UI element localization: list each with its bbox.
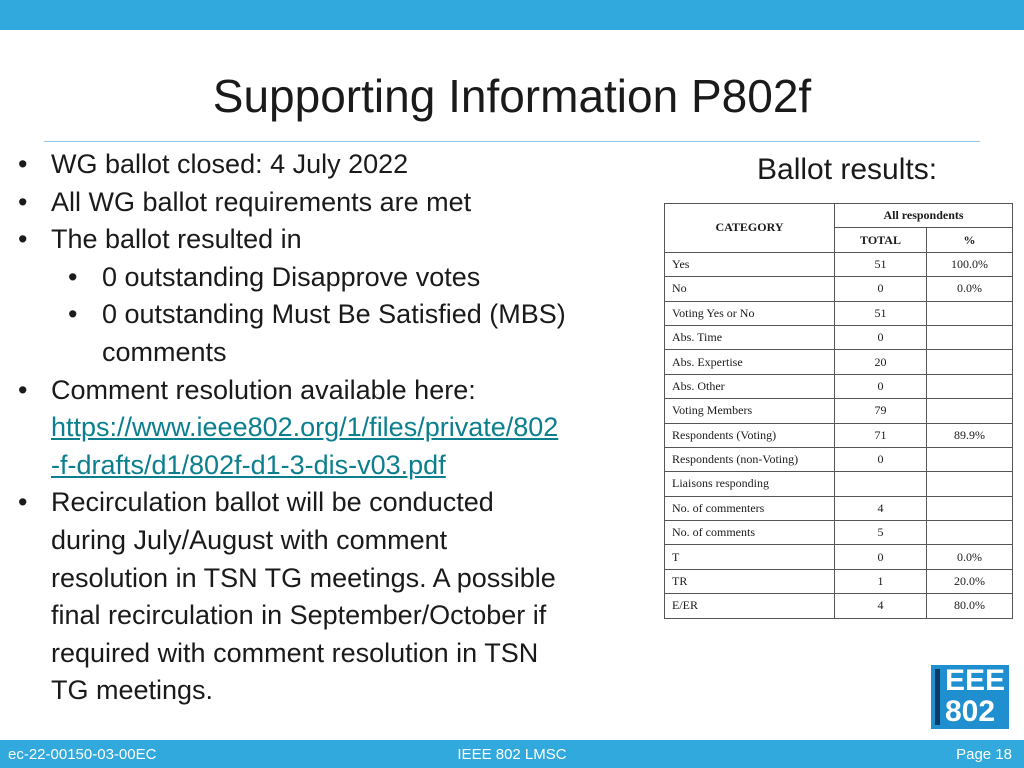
table-row — [665, 374, 1013, 398]
sub-bullet-mbs-line1: 0 outstanding Must Be Satisfied (MBS) — [102, 299, 566, 330]
table-row — [665, 521, 1013, 545]
table-row — [665, 496, 1013, 520]
table-row — [665, 447, 1013, 471]
row-percent — [927, 472, 1013, 496]
row-percent — [927, 447, 1013, 471]
row-category: No. of commenters — [665, 496, 835, 520]
table-row — [665, 350, 1013, 374]
table-header-row — [665, 204, 1013, 228]
recirc-line6: TG meetings. — [51, 675, 214, 706]
bullet-ballot-closed: • WG ballot closed: 4 July 2022 — [18, 146, 648, 184]
recirc-line1: Recirculation ballot will be conducted — [51, 487, 494, 518]
row-percent — [927, 399, 1013, 423]
table-row — [665, 252, 1013, 276]
row-category: Abs. Other — [665, 374, 835, 398]
table-row — [665, 399, 1013, 423]
row-category: Respondents (Voting) — [665, 423, 835, 447]
row-category: Yes — [665, 252, 835, 276]
table-row — [665, 423, 1013, 447]
row-total: 4 — [835, 594, 927, 618]
row-category: Abs. Time — [665, 325, 835, 349]
bullet-comment-resolution — [18, 372, 648, 485]
header-category: CATEGORY — [665, 204, 835, 253]
row-total — [835, 472, 927, 496]
row-total: 4 — [835, 496, 927, 520]
row-category: No — [665, 277, 835, 301]
row-total: 79 — [835, 399, 927, 423]
top-banner — [0, 0, 1024, 30]
row-percent: 80.0% — [927, 594, 1013, 618]
footer-org: IEEE 802 LMSC — [457, 746, 567, 763]
ballot-results-table — [664, 203, 1013, 619]
recirc-line4: final recirculation in September/October if — [51, 600, 547, 631]
row-total: 1 — [835, 569, 927, 593]
row-percent: 20.0% — [927, 569, 1013, 593]
row-total: 0 — [835, 277, 927, 301]
bullet-recirculation — [18, 484, 648, 710]
link-line1[interactable]: https://www.ieee802.org/1/files/private/802 — [51, 412, 559, 443]
logo-line2: 802 — [945, 695, 996, 728]
sub-bullet-mbs — [18, 296, 648, 371]
row-percent — [927, 301, 1013, 325]
row-total: 20 — [835, 350, 927, 374]
recirc-line5: required with comment resolution in TSN — [51, 637, 539, 668]
comment-resolution-link[interactable] — [51, 412, 558, 480]
row-total: 71 — [835, 423, 927, 447]
table-row — [665, 569, 1013, 593]
bullet-list — [18, 146, 648, 710]
row-category: T — [665, 545, 835, 569]
row-percent: 89.9% — [927, 423, 1013, 447]
row-percent — [927, 374, 1013, 398]
footer-bar — [0, 740, 1024, 768]
row-category: TR — [665, 569, 835, 593]
row-percent — [927, 496, 1013, 520]
table-row — [665, 301, 1013, 325]
row-total: 0 — [835, 374, 927, 398]
row-percent — [927, 325, 1013, 349]
header-all-respondents: All respondents — [835, 204, 1013, 228]
bullet-ballot-resulted: • The ballot resulted in — [18, 221, 648, 259]
logo-bar — [935, 669, 940, 725]
row-category: Voting Yes or No — [665, 301, 835, 325]
row-percent — [927, 350, 1013, 374]
logo-line1: EEE — [945, 664, 1006, 697]
recirc-line3: resolution in TSN TG meetings. A possible — [51, 562, 556, 593]
table-row — [665, 594, 1013, 618]
row-percent: 100.0% — [927, 252, 1013, 276]
row-total: 51 — [835, 252, 927, 276]
row-percent: 0.0% — [927, 545, 1013, 569]
link-line2[interactable]: -f-drafts/d1/802f-d1-3-dis-v03.pdf — [51, 449, 446, 480]
row-total: 0 — [835, 325, 927, 349]
slide-title: Supporting Information P802f — [212, 70, 812, 122]
row-category: Liaisons responding — [665, 472, 835, 496]
row-category: E/ER — [665, 594, 835, 618]
title-divider — [44, 141, 980, 142]
table-row — [665, 472, 1013, 496]
row-category: Voting Members — [665, 399, 835, 423]
header-total: TOTAL — [835, 228, 927, 252]
row-category: Abs. Expertise — [665, 350, 835, 374]
row-category: No. of comments — [665, 521, 835, 545]
sub-bullet-disapprove: • 0 outstanding Disapprove votes — [18, 259, 648, 297]
ballot-results-label: Ballot results: — [757, 153, 938, 186]
row-total: 5 — [835, 521, 927, 545]
bullet-requirements-met: • All WG ballot requirements are met — [18, 184, 648, 222]
sub-bullet-mbs-line2: comments — [102, 336, 227, 367]
row-category: Respondents (non-Voting) — [665, 447, 835, 471]
row-total: 0 — [835, 545, 927, 569]
ieee802-logo — [931, 665, 1009, 729]
row-total: 51 — [835, 301, 927, 325]
footer-doc-id: ec-22-00150-03-00EC — [8, 746, 157, 763]
recirc-line2: during July/August with comment — [51, 524, 448, 555]
row-percent: 0.0% — [927, 277, 1013, 301]
row-total: 0 — [835, 447, 927, 471]
header-percent: % — [927, 228, 1013, 252]
row-percent — [927, 521, 1013, 545]
footer-page-number: Page 18 — [956, 746, 1012, 763]
table-row — [665, 277, 1013, 301]
comment-resolution-text: Comment resolution available here: — [51, 374, 476, 405]
table-row — [665, 325, 1013, 349]
table-row — [665, 545, 1013, 569]
